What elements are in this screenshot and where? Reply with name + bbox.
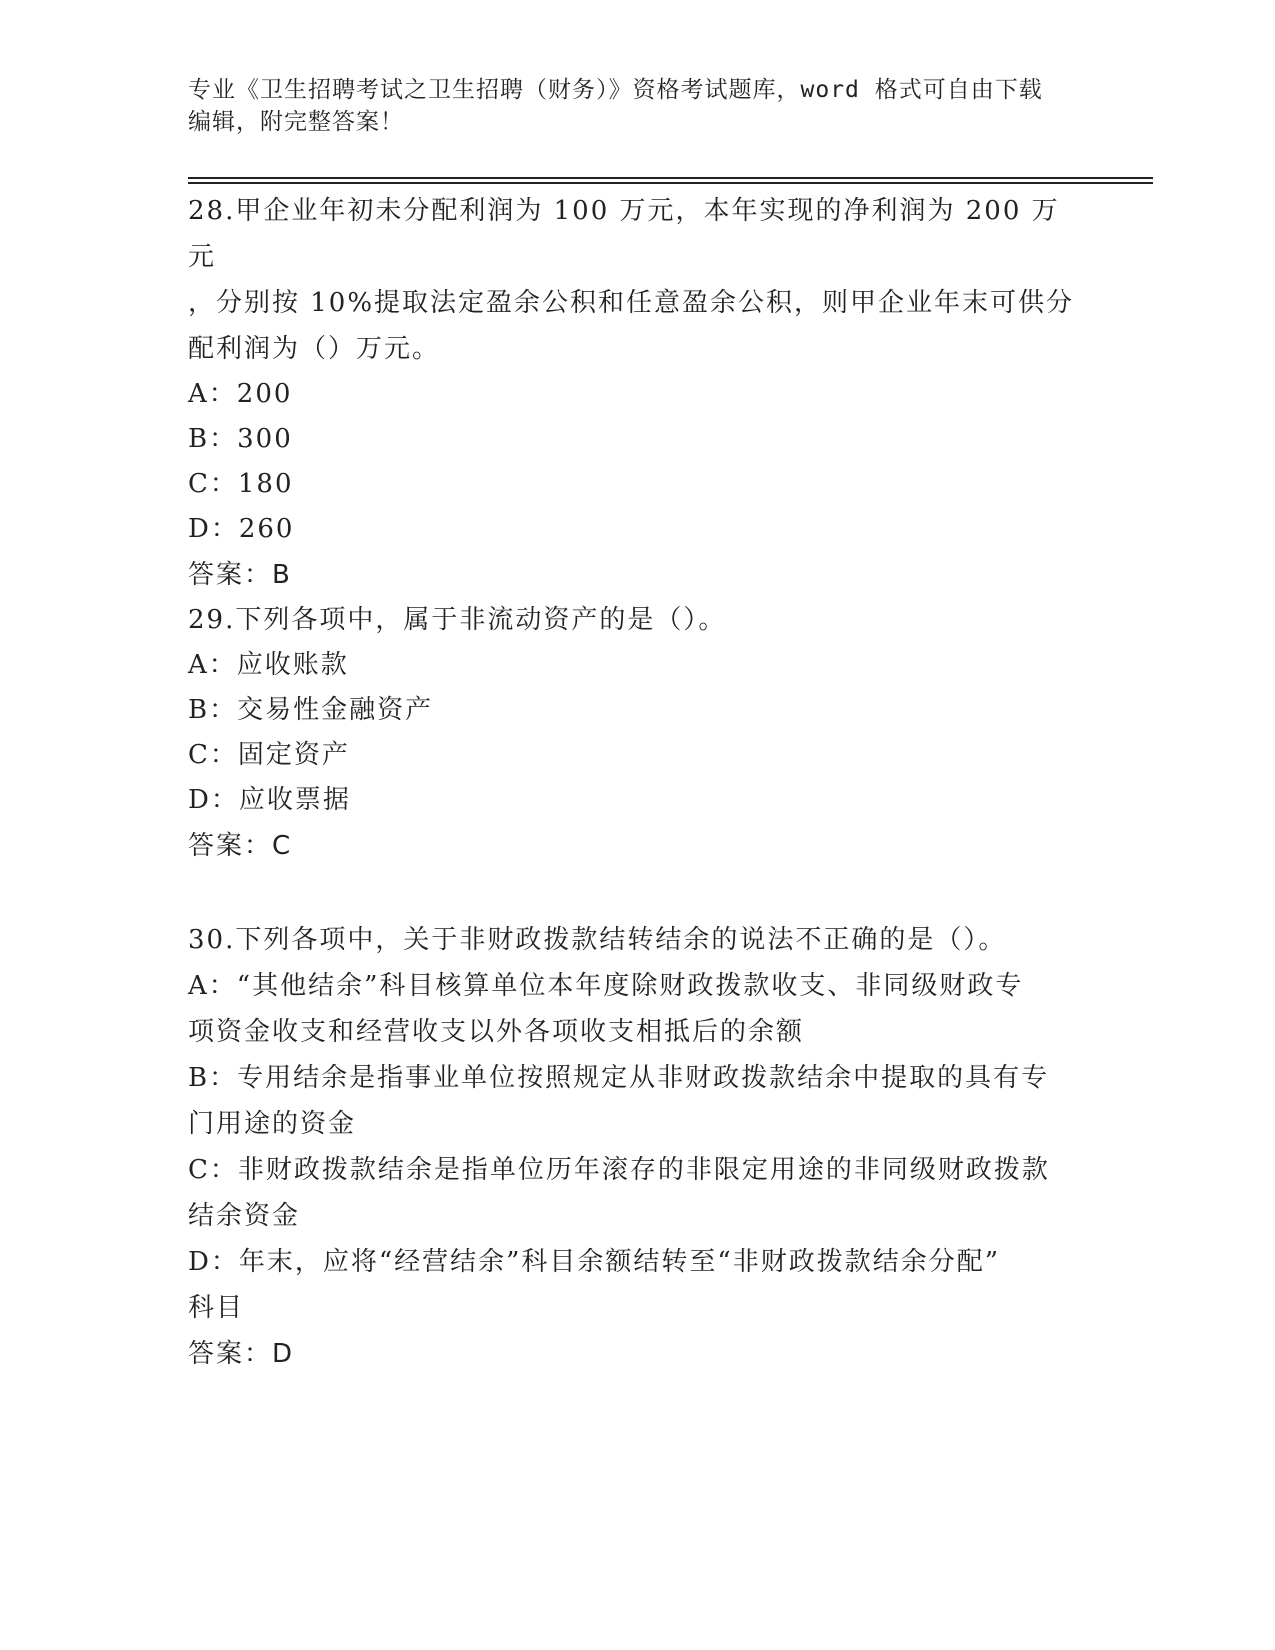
option-d: D：260 — [188, 514, 295, 544]
answer: 答案：B — [188, 560, 292, 590]
option-c-continued: 结余资金 — [188, 1201, 301, 1231]
option-c: C：180 — [188, 469, 294, 499]
answer: 答案：D — [188, 1339, 295, 1369]
option-d-continued: 科目 — [188, 1293, 245, 1323]
option-d: D：年末，应将“经营结余”科目余额结转至“非财政拨款结余分配” — [188, 1247, 1001, 1277]
header-divider-bottom — [188, 182, 1153, 184]
question-29 — [188, 597, 1078, 869]
option-a: A：“其他结余”科目核算单位本年度除财政拨款收支、非同级财政专 — [188, 971, 1024, 1001]
question-30 — [188, 917, 1078, 1377]
option-b: B：300 — [188, 424, 293, 454]
option-d: D：应收票据 — [188, 785, 351, 815]
question-28 — [188, 188, 1078, 598]
option-a: A：应收账款 — [188, 650, 349, 680]
header-line-1: 专业《卫生招聘考试之卫生招聘（财务）》资格考试题库，word 格式可自由下载 — [188, 77, 1043, 103]
header-divider-top — [188, 177, 1153, 179]
question-stem-line: ，分别按 10%提取法定盈余公积和任意盈余公积，则甲企业年末可供分 — [188, 288, 1075, 318]
question-stem-line: 29.下列各项中，属于非流动资产的是（）。 — [188, 605, 727, 635]
question-stem-line: 30.下列各项中，关于非财政拨款结转结余的说法不正确的是（）。 — [188, 925, 1007, 955]
option-c: C：非财政拨款结余是指单位历年滚存的非限定用途的非同级财政拨款 — [188, 1155, 1050, 1185]
question-stem-line: 配利润为（）万元。 — [188, 334, 441, 364]
question-stem-line: 28.甲企业年初未分配利润为 100 万元，本年实现的净利润为 200 万元 — [188, 196, 1060, 272]
option-c: C：固定资产 — [188, 740, 350, 770]
answer: 答案：C — [188, 831, 293, 861]
option-b: B：交易性金融资产 — [188, 695, 434, 725]
document-header — [188, 74, 1068, 138]
option-a-continued: 项资金收支和经营收支以外各项收支相抵后的余额 — [188, 1017, 805, 1047]
header-line-2: 编辑，附完整答案！ — [188, 109, 404, 135]
option-b-continued: 门用途的资金 — [188, 1109, 357, 1139]
option-a: A：200 — [188, 379, 293, 409]
option-b: B：专用结余是指事业单位按照规定从非财政拨款结余中提取的具有专 — [188, 1063, 1050, 1093]
